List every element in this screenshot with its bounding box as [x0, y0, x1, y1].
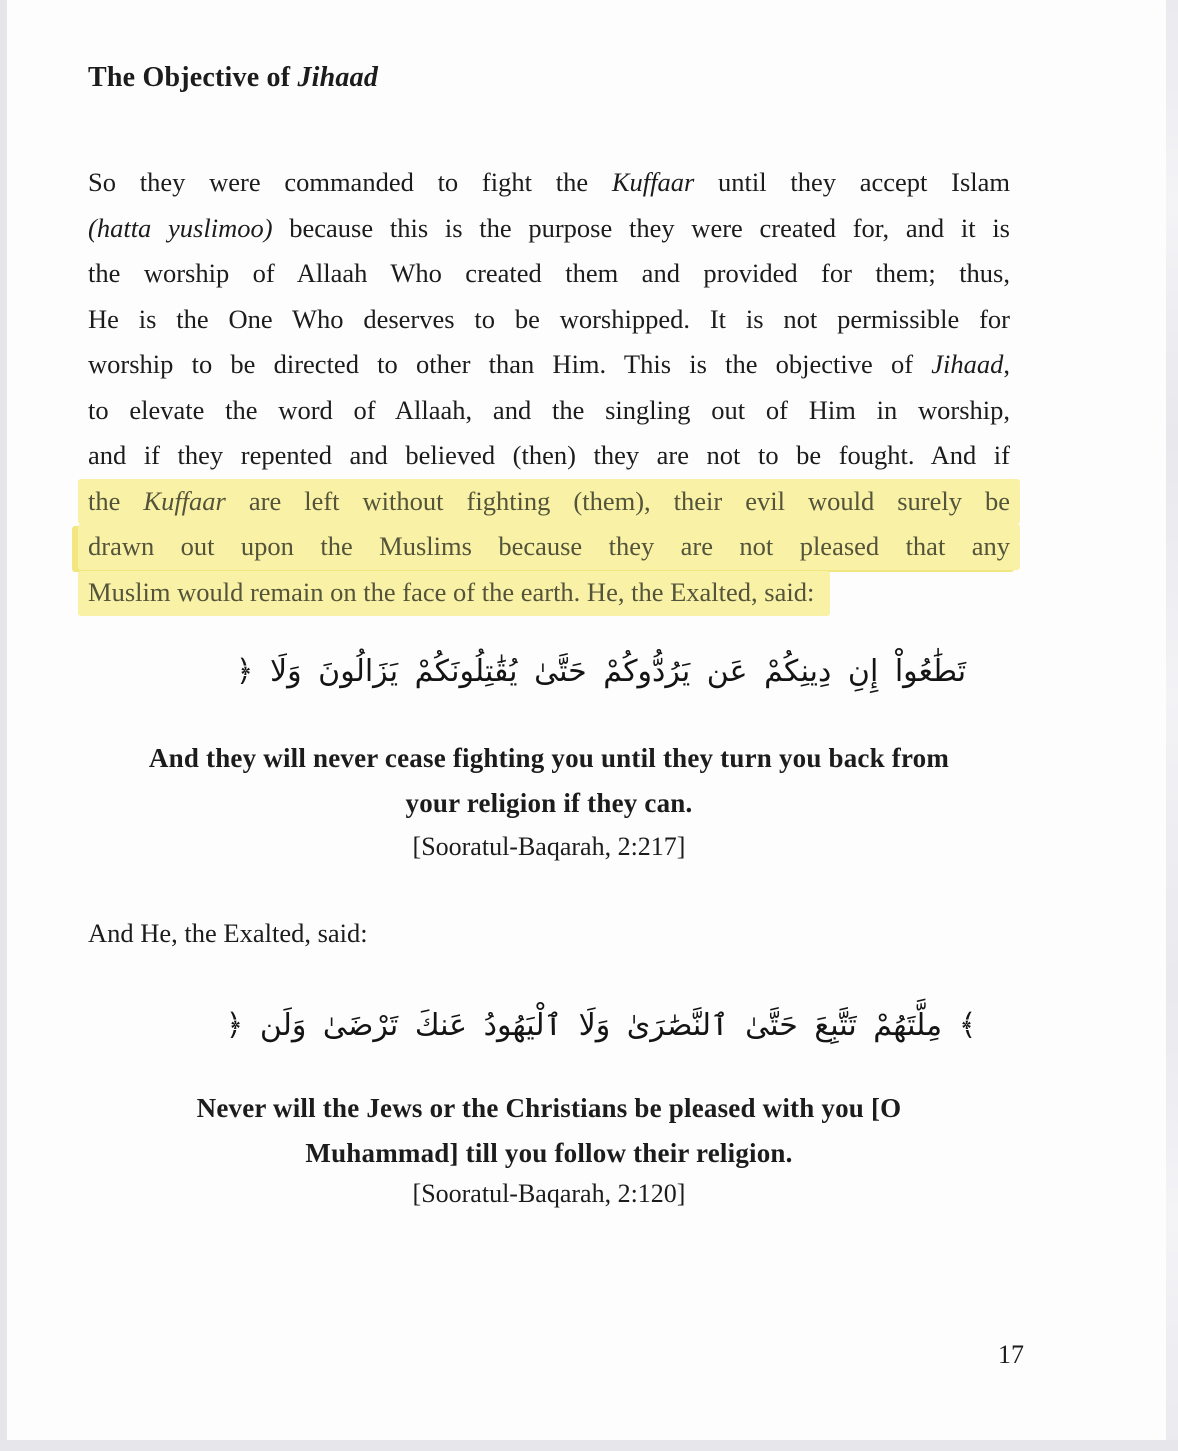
paragraph-line-highlighted: drawn out upon the Muslims because they are not pleased that any [78, 524, 1020, 570]
paragraph-line: and if they repented and believed (then) they are not to be fought. And if [88, 440, 1010, 470]
quran-verse-arabic-2-120: ﴿ وَلَن تَرْضَىٰ عَنكَ ٱلْيَهُودُ وَلَا ٱلنَّصَٰرَىٰ حَتَّىٰ تَتَّبِعَ مِلَّتَهُمْ ﴾ [225, 1008, 977, 1043]
paragraph-line: worship to be directed to other than Him. This is the objective of Jihaad, [88, 349, 1010, 379]
paragraph-line: So they were commanded to fight the Kuffaar until they accept Islam [88, 167, 1010, 197]
paragraph-line: the worship of Allaah Who created them and provided for them; thus, [88, 258, 1010, 288]
highlight-span: Muslim would remain on the face of the earth. He, the Exalted, said: [78, 571, 830, 616]
paragraph-line: to elevate the word of Allaah, and the singling out of Him in worship, [88, 394, 1010, 425]
verse-citation-2-120: [Sooratul-Baqarah, 2:120] [412, 1179, 686, 1208]
paragraph-line: He is the One Who deserves to be worshipped. It is not permissible for [88, 303, 1010, 334]
page-title-prefix: The Objective of [88, 62, 298, 93]
page-title [88, 62, 1010, 94]
page-number: 17 [998, 1340, 1024, 1369]
translation-line: And they will never cease fighting you until they turn you back from [148, 743, 950, 773]
paragraph-line-highlighted: the Kuffaar are left without fighting (them), their evil would surely be [78, 479, 1020, 525]
exalted-said-line: And He, the Exalted, said: [88, 918, 368, 948]
scan-edge-bottom [0, 1440, 1178, 1451]
scan-edge-left [0, 0, 7, 1451]
verse-translation-2-120 [88, 1086, 1010, 1176]
verse-citation-2-217: [Sooratul-Baqarah, 2:217] [412, 832, 686, 861]
quran-verse-arabic-2-217: ﴿ وَلَا يَزَالُونَ يُقَٰتِلُونَكُمْ حَتَّىٰ يَرُدُّوكُمْ عَن دِينِكُمْ إِنِ تَطَٰعُواْ [235, 654, 967, 689]
page-title-italic-word: Jihaad [297, 62, 379, 93]
paragraph-line-highlighted [88, 570, 1010, 616]
translation-line: your religion if they can. [405, 788, 693, 818]
scan-edge-right [1166, 0, 1178, 1451]
translation-line: Never will the Jews or the Christians be pleased with you [O [196, 1093, 902, 1123]
translation-line: Muhammad] till you follow their religion. [305, 1138, 793, 1168]
verse-translation-2-217 [88, 736, 1010, 826]
body-paragraph [88, 160, 1010, 615]
paragraph-line: (hatta yuslimoo) because this is the purpose they were created for, and it is [88, 212, 1010, 243]
